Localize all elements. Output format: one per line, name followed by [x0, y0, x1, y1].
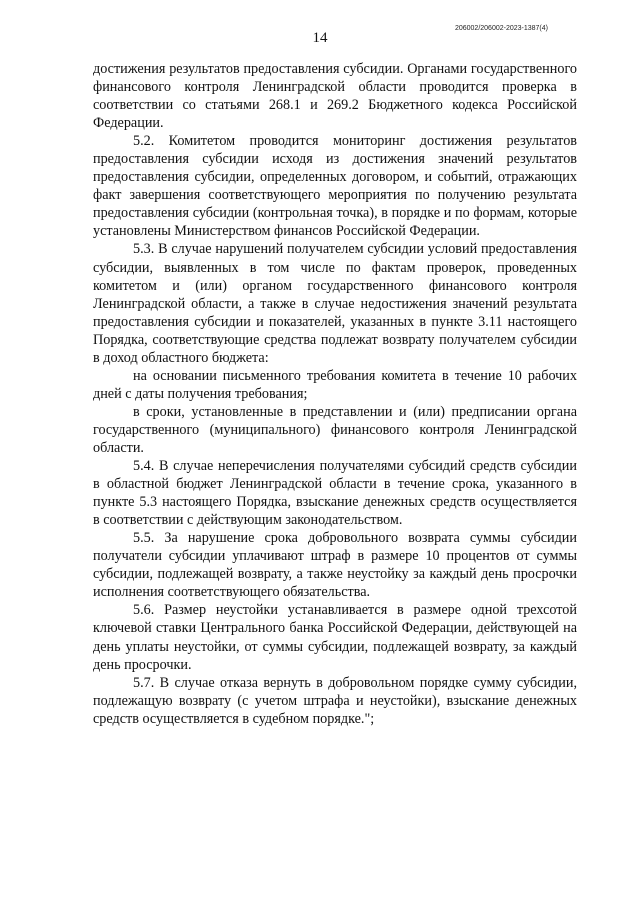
- paragraph-5-3-item-b: в сроки, установленные в представлении и (или) предписании органа государственного (муниципального) финансового контроля Ленинградской области.: [93, 403, 577, 456]
- paragraph-5-6: 5.6. Размер неустойки устанавливается в размере одной трехсотой ключевой ставки Центрального банка Российской Федерации, действующей на день уплаты неустойки, от суммы субсидии, подлежащей возврату, за каждый день просрочки.: [93, 602, 577, 673]
- document-body: [93, 60, 577, 728]
- paragraph-5-3: 5.3. В случае нарушений получателем субсидии условий предоставления субсидии, выявленных в том числе по фактам проверок, проведенных комитетом и (или) органом государственного финансового контроля Ленинградской области, а также в случае недостижения значений результата предоставления субсидии и показателей, указанных в пункте 3.11 настоящего Порядка, соответствующие средства подлежат возврату получателем субсидии в доход областного бюджета:: [93, 241, 577, 366]
- document-id: 206002/206002-2023-1387(4): [454, 25, 548, 32]
- paragraph-5-7: 5.7. В случае отказа вернуть в добровольном порядке сумму субсидии, подлежащую возврату (с учетом штрафа и неустойки), взыскание денежных средств осуществляется в судебном порядке.";: [93, 674, 577, 727]
- paragraph-5-3-item-a: на основании письменного требования комитета в течение 10 рабочих дней с даты получения требования;: [93, 367, 577, 402]
- paragraph-5-5: 5.5. За нарушение срока добровольного возврата суммы субсидии получатели субсидии уплачивают штраф в размере 10 процентов от суммы субсидии, подлежащей возврату, а также неустойку за каждый день просрочки исполнения соответствующего обязательства.: [93, 530, 577, 601]
- paragraph-5-4: 5.4. В случае неперечисления получателями субсидий средств субсидии в областной бюджет Ленинградской области в течение срока, указанного в пункте 5.3 настоящего Порядка, взыскание денежных средств осуществляется в соответствии с действующим законодательством.: [93, 458, 577, 529]
- paragraph-5-2: 5.2. Комитетом проводится мониторинг достижения результатов предоставления субсидии исходя из достижения значений результатов предоставления субсидии, определенных договором, и событий, отражающих факт завершения соответствующего мероприятия по получению результата предоставления субсидии (контрольная точка), в порядке и по формам, которые установлены Министерством финансов Российской Федерации.: [93, 133, 577, 240]
- page-number: 14: [312, 30, 328, 46]
- paragraph-continuation: достижения результатов предоставления субсидии. Органами государственного финансового контроля Ленинградской области проводится проверка в соответствии со статьями 268.1 и 269.2 Бюджетного кодекса Российской Федерации.: [93, 61, 577, 132]
